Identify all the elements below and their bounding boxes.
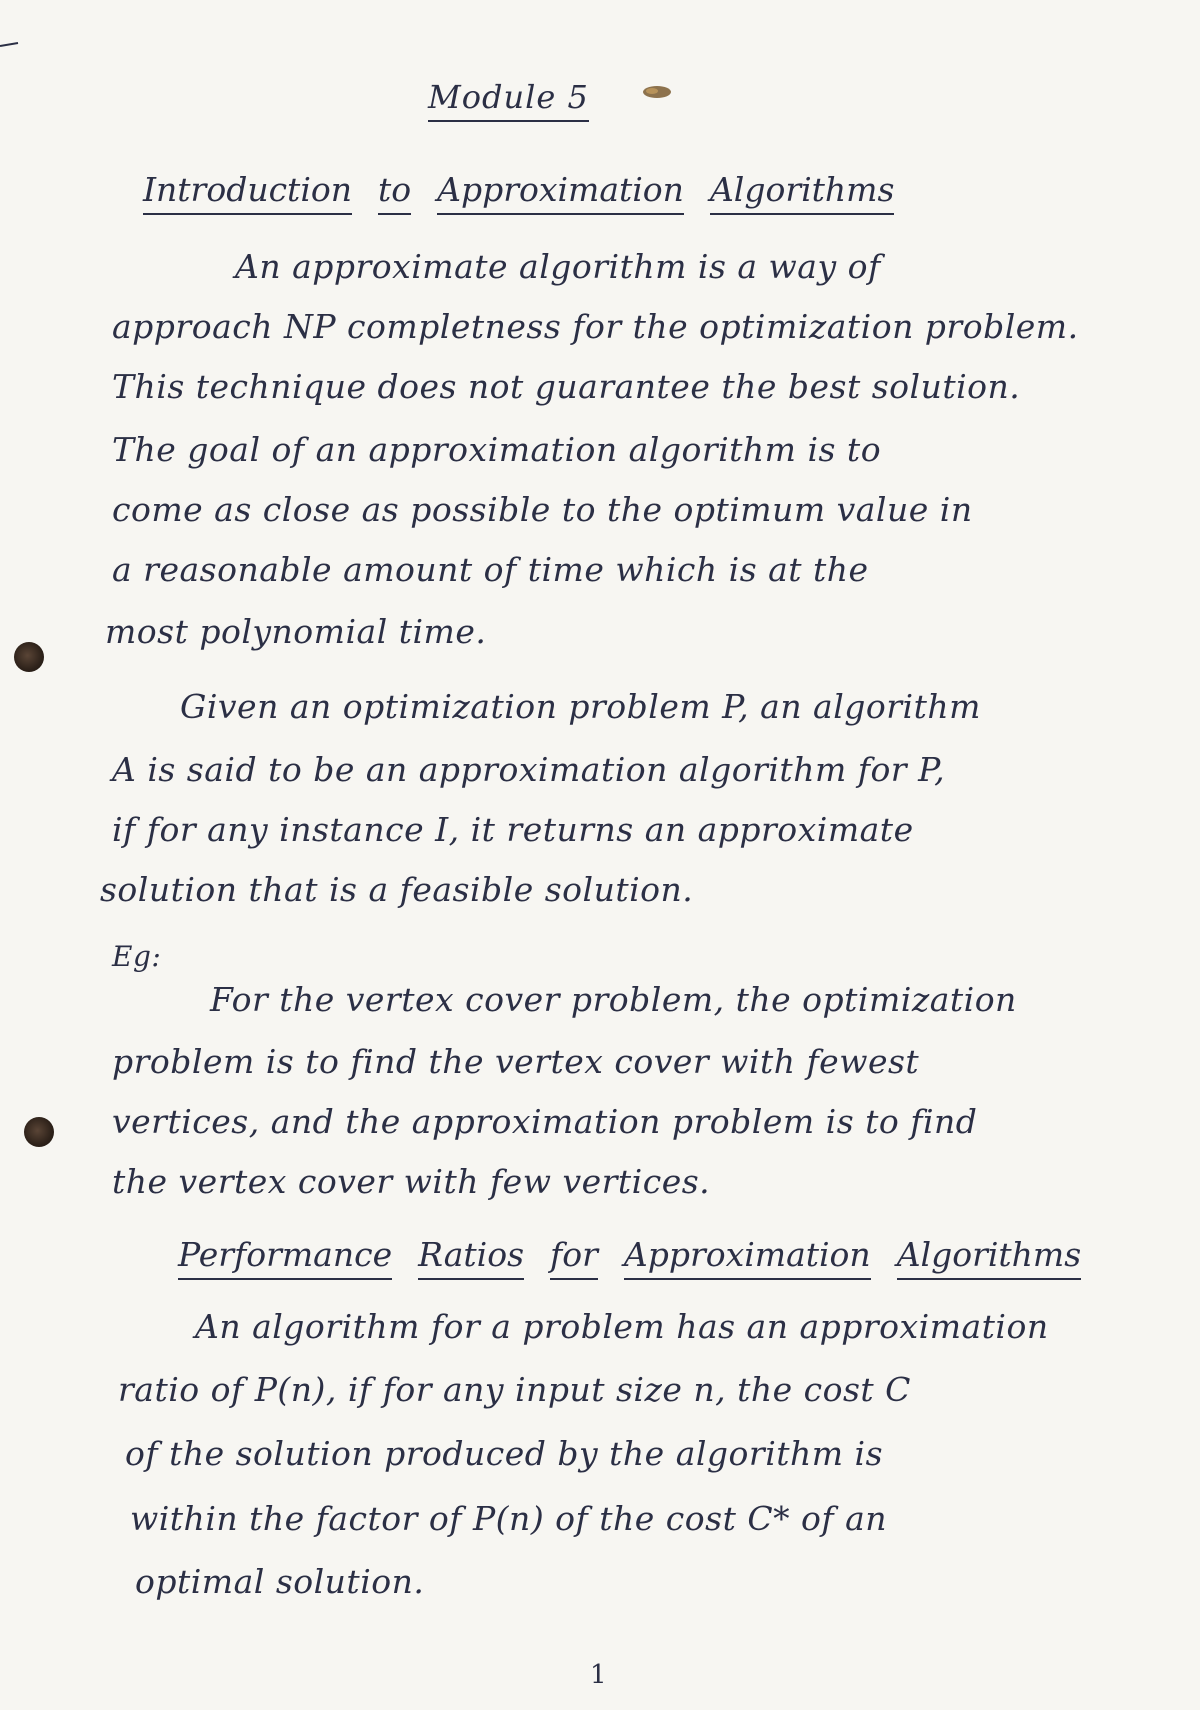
ink-blot [640,82,674,102]
text-line: within the factor of P(n) of the cost C* of an [130,1499,888,1538]
text-line: An approximate algorithm is a way of [235,247,881,286]
text-line: most polynomial time. [105,612,487,651]
text-line: if for any instance I, it returns an approximate [112,810,914,849]
heading-word: for [550,1235,598,1280]
text-line: A is said to be an approximation algorithm for P, [112,750,946,789]
text-line: An algorithm for a problem has an approximation [195,1307,1049,1346]
text-line: This technique does not guarantee the best solution. [112,367,1021,406]
heading-word: Ratios [418,1235,524,1280]
text-line: ratio of P(n), if for any input size n, the cost C [118,1370,911,1409]
heading-word: Algorithms [710,170,894,215]
heading-word: Approximation [437,170,684,215]
module-title: Module 5 [428,78,589,122]
heading-word: Performance [178,1235,392,1280]
text-line: optimal solution. [135,1562,425,1601]
heading-word: to [378,170,411,215]
punch-hole [24,1117,54,1147]
text-line: vertices, and the approximation problem is to find [112,1102,978,1141]
heading-word: Approximation [624,1235,871,1280]
text-line: Given an optimization problem P, an algorithm [180,687,981,726]
text-line: For the vertex cover problem, the optimization [210,980,1017,1019]
text-line: a reasonable amount of time which is at the [112,550,869,589]
text-line: approach NP completness for the optimization problem. [112,307,1079,346]
text-line: The goal of an approximation algorithm is to [112,430,882,469]
heading-word: Algorithms [897,1235,1081,1280]
section-heading-intro [143,170,920,209]
text-line: problem is to find the vertex cover with fewest [112,1042,920,1081]
page-number: 1 [590,1660,607,1690]
punch-hole [14,642,44,672]
text-line: the vertex cover with few vertices. [112,1162,711,1201]
pen-mark [0,40,20,50]
text-line: of the solution produced by the algorithm is [125,1434,884,1473]
heading-word: Introduction [143,170,352,215]
text-line: come as close as possible to the optimum value in [112,490,973,529]
section-heading-performance [178,1235,1107,1274]
example-label: Eg: [112,940,162,973]
text-line: solution that is a feasible solution. [100,870,694,909]
